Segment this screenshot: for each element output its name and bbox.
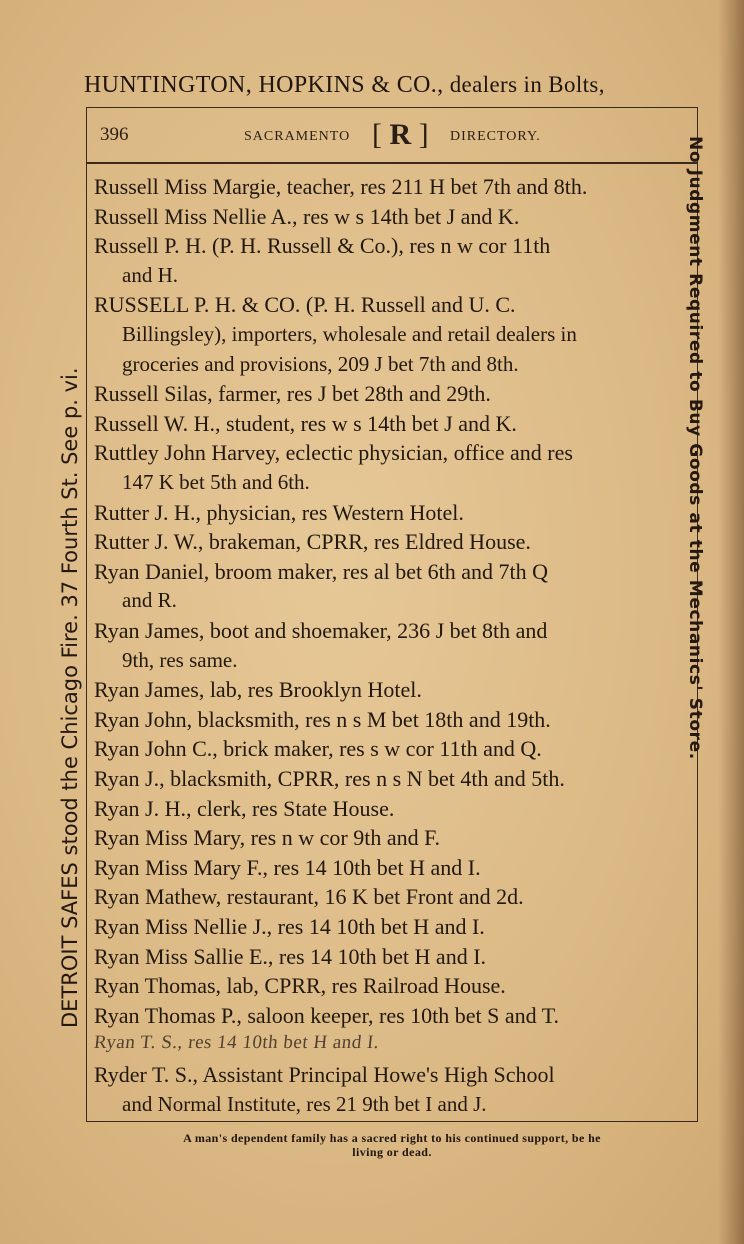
- entry-name-line: Ryan James, lab, res Brooklyn Hotel.: [94, 677, 422, 703]
- entry-name-line: RUSSELL P. H. & CO. (P. H. Russell and U. C.: [94, 292, 516, 318]
- entry-name-line: Ryan Thomas, lab, CPRR, res Railroad House.: [94, 973, 506, 999]
- entry-name-line: Ryan John, blacksmith, res n s M bet 18th and 19th.: [94, 706, 551, 732]
- entry-continuation-line: 9th, res same.: [122, 647, 238, 672]
- entry-name-line: Rutter J. W., brakeman, CPRR, res Eldred House.: [94, 529, 531, 555]
- entry-name-line: Ryan John C., brick maker, res s w cor 11th and Q.: [94, 736, 542, 762]
- page-number: 396: [100, 124, 129, 145]
- entry-name-line: Russell P. H. (P. H. Russell & Co.), res n w cor 11th: [94, 233, 551, 259]
- entry-name-line: Russell W. H., student, res w s 14th bet J and K.: [94, 410, 517, 436]
- entry-continuation-line: groceries and provisions, 209 J bet 7th and 8th.: [122, 351, 519, 376]
- entry-name-line: Ryan Miss Mary F., res 14 10th bet H and I.: [94, 854, 481, 880]
- firm-name: HUNTINGTON, HOPKINS & CO.,: [84, 72, 444, 98]
- entry-name-line: Ryan T. S., res 14 10th bet H and I.: [92, 1032, 381, 1054]
- right-margin-advertisement: No Judgment Required to Buy Goods at the Mechanics' Store.: [685, 136, 705, 760]
- entry-name-line: Ryan J., blacksmith, CPRR, res n s N bet 4th and 5th.: [94, 766, 565, 791]
- entry-name-line: Ryan James, boot and shoemaker, 236 J bet 8th and: [94, 618, 548, 643]
- section-letter-glyph: R: [389, 118, 412, 151]
- entry-name-line: Rutter J. H., physician, res Western Hotel.: [94, 499, 464, 525]
- section-letter: [ R ]: [372, 118, 429, 151]
- running-head-directory: DIRECTORY.: [450, 129, 541, 144]
- entry-continuation-line: and H.: [122, 262, 178, 287]
- entry-continuation-line: Billingsley), importers, wholesale and retail dealers in: [122, 322, 577, 346]
- footer-motto-line-2: living or dead.: [352, 1145, 432, 1159]
- footer-motto-line-1: A man's dependent family has a sacred right to his continued support, be he: [183, 1131, 601, 1145]
- entry-name-line: Russell Miss Nellie A., res w s 14th bet J and K.: [94, 203, 520, 229]
- running-head-city: SACRAMENTO: [244, 129, 351, 144]
- entry-name-line: Russell Silas, farmer, res J bet 28th and 29th.: [94, 381, 491, 407]
- footer-motto: [72, 1131, 712, 1159]
- entry-name-line: Ryder T. S., Assistant Principal Howe's High School: [94, 1062, 555, 1087]
- entry-name-line: Ryan Thomas P., saloon keeper, res 10th bet S and T.: [94, 1002, 560, 1028]
- entry-name-line: Ryan Miss Sallie E., res 14 10th bet H and I.: [94, 943, 487, 969]
- entry-continuation-line: 147 K bet 5th and 6th.: [122, 470, 310, 494]
- left-margin-advertisement: DETROIT SAFES stood the Chicago Fire. 37 Fourth St. See p. vi.: [58, 367, 82, 1028]
- entry-name-line: Ryan Miss Mary, res n w cor 9th and F.: [94, 825, 441, 851]
- entry-name-line: Ryan Mathew, restaurant, 16 K bet Front and 2d.: [94, 884, 524, 910]
- entry-continuation-line: and R.: [122, 588, 177, 613]
- entry-name-line: Ruttley John Harvey, eclectic physician, office and res: [94, 440, 573, 466]
- entry-name-line: Russell Miss Margie, teacher, res 211 H bet 7th and 8th.: [94, 174, 588, 199]
- entry-continuation-line: and Normal Institute, res 21 9th bet I and J.: [122, 1091, 487, 1116]
- entry-name-line: Ryan J. H., clerk, res State House.: [94, 795, 395, 821]
- firm-trade: dealers in Bolts,: [443, 72, 605, 97]
- entry-name-line: Ryan Miss Nellie J., res 14 10th bet H and I.: [94, 914, 485, 939]
- entry-name-line: Ryan Daniel, broom maker, res al bet 6th and 7th Q: [94, 558, 549, 584]
